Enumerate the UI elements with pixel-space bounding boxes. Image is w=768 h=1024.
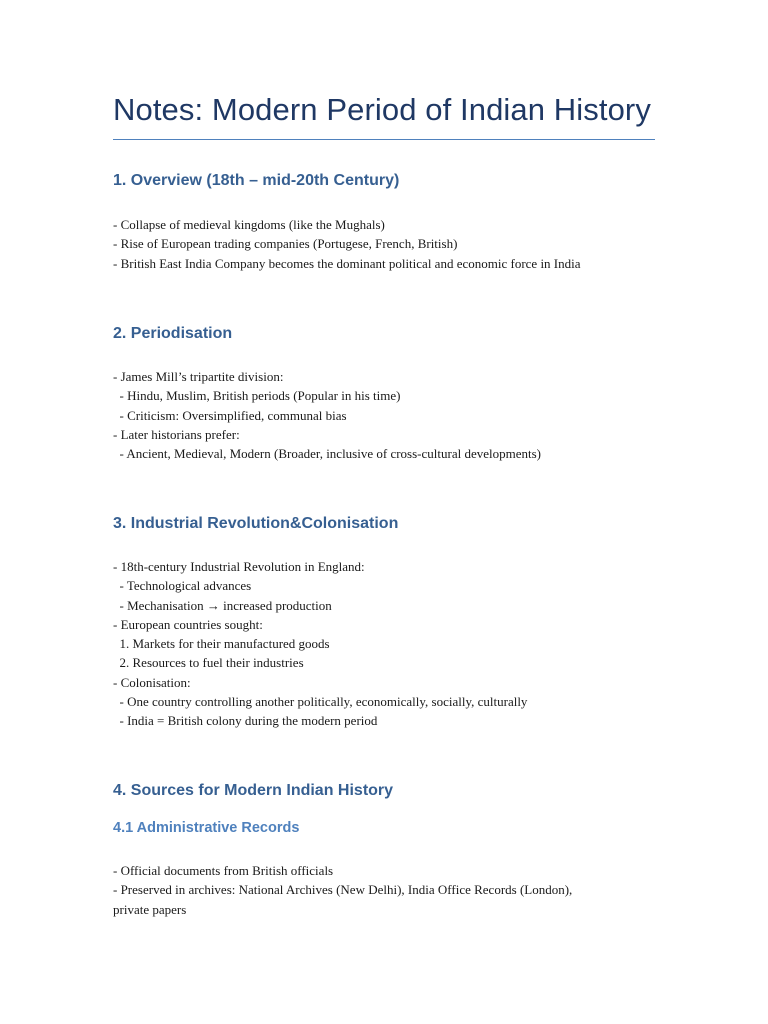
section-body-periodisation xyxy=(113,367,658,463)
section-heading-industrial-revolution: 3. Industrial Revolution&Colonisation xyxy=(113,515,399,532)
note-line: - Criticism: Oversimplified, communal bias xyxy=(113,407,347,423)
note-line: - Later historians prefer: xyxy=(113,426,240,442)
note-line: - Official documents from British officials xyxy=(113,863,334,878)
note-line: - Preserved in archives: National Archives (New Delhi), India Office Records (London), xyxy=(113,882,573,898)
section-body-overview xyxy=(113,215,658,273)
note-line: 1. Markets for their manufactured goods xyxy=(113,636,330,652)
note-line: - 18th-century Industrial Revolution in England: xyxy=(113,559,365,574)
note-line: private papers xyxy=(113,901,187,917)
note-line: - Ancient, Medieval, Modern (Broader, inclusive of cross-cultural developments) xyxy=(113,446,541,462)
subsection-heading-administrative-records: 4.1 Administrative Records xyxy=(113,820,300,836)
note-line: 2. Resources to fuel their industries xyxy=(113,655,304,671)
note-line: - Rise of European trading companies (Portugese, French, British) xyxy=(113,236,458,252)
note-line: - British East India Company becomes the dominant political and economic force in India xyxy=(113,255,581,271)
note-line: - One country controlling another politically, economically, socially, culturally xyxy=(113,694,528,710)
note-line: - James Mill’s tripartite division: xyxy=(113,369,284,384)
note-line: - Colonisation: xyxy=(113,674,191,690)
section-heading-overview: 1. Overview (18th – mid-20th Century) xyxy=(113,172,400,189)
section-body-sources xyxy=(113,861,658,919)
note-line: - Collapse of medieval kingdoms (like the Mughals) xyxy=(113,217,385,232)
note-line: - Hindu, Muslim, British periods (Popular in his time) xyxy=(113,388,401,404)
section-heading-periodisation: 2. Periodisation xyxy=(113,325,233,342)
section-body-industrial-revolution xyxy=(113,557,658,731)
note-line: - Technological advances xyxy=(113,578,252,594)
document-title: Notes: Modern Period of Indian History xyxy=(113,92,651,127)
note-line: - Mechanisation → increased production xyxy=(113,597,332,613)
title-underline xyxy=(113,139,655,140)
note-line: - European countries sought: xyxy=(113,616,263,632)
note-line: - India = British colony during the modern period xyxy=(113,713,378,729)
section-heading-sources: 4. Sources for Modern Indian History xyxy=(113,782,394,799)
